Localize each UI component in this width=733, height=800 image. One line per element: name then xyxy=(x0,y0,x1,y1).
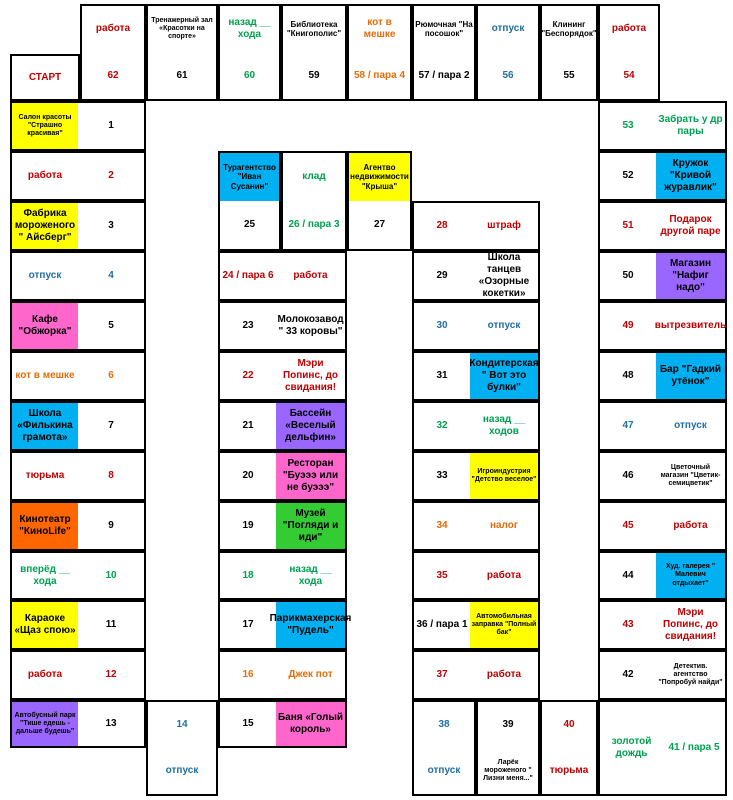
cell-33[interactable] xyxy=(412,451,540,501)
cell-label: штраф xyxy=(487,220,521,232)
cell-label: работа xyxy=(95,23,131,35)
cell-38[interactable] xyxy=(412,700,476,796)
cell-label: Библиотека "Книгополис" xyxy=(286,19,342,39)
cell-number: 22 xyxy=(242,370,254,382)
cell-label: Караоке «Щаз спою» xyxy=(12,602,78,648)
cell-30[interactable] xyxy=(412,301,540,351)
cell-number: 24 / пара 6 xyxy=(222,270,274,282)
cell-11[interactable] xyxy=(10,600,146,650)
cell-label: Кинотеатр "КиноLife" xyxy=(12,503,78,549)
cell-15[interactable] xyxy=(218,700,347,748)
cell-label: работа xyxy=(611,23,647,35)
cell-label: Худ. галерея " Малевич отдыхает" xyxy=(656,553,725,598)
cell-number: 14 xyxy=(176,719,188,731)
cell-20[interactable] xyxy=(218,451,347,501)
cell-number: 52 xyxy=(622,170,634,182)
cell-label: назад __ хода xyxy=(228,17,271,41)
cell-37[interactable] xyxy=(412,650,540,700)
cell-51[interactable] xyxy=(598,201,727,251)
cell-label: назад __ хода xyxy=(289,563,332,587)
cell-number: 36 / пара 1 xyxy=(416,619,468,631)
cell-44[interactable] xyxy=(598,551,727,600)
cell-number: 58 / пара 4 xyxy=(353,69,406,81)
cell-number: 19 xyxy=(242,520,254,532)
cell-number: 37 xyxy=(436,669,448,681)
cell-52[interactable] xyxy=(598,151,727,201)
cell-28[interactable] xyxy=(412,201,540,251)
cell-label: Джек пот xyxy=(288,669,333,681)
cell-label: Кондитерская " Вот это булки" xyxy=(470,353,538,399)
cell-49[interactable] xyxy=(598,301,727,351)
cell-number: 9 xyxy=(108,520,114,532)
cell-number: 41 / пара 5 xyxy=(668,742,720,754)
cell-number: 23 xyxy=(242,320,254,332)
cell-label: Детектив. агентство "Попробуй найди" xyxy=(658,662,723,687)
cell-number: 34 xyxy=(436,520,448,532)
cell-2[interactable] xyxy=(10,151,146,201)
cell-label: Магазин "Нафиг надо" xyxy=(656,253,725,299)
cell-label: Ресторан "Буэээ или не буэээ" xyxy=(276,453,345,499)
cell-label: Рюмочная "На посошок" xyxy=(415,19,473,39)
cell-number: 46 xyxy=(622,470,634,482)
cell-label: Тренажерный зал «Красотки на спорте» xyxy=(151,16,213,41)
cell-label: Баня «Голый король» xyxy=(276,702,345,746)
cell-number: 20 xyxy=(242,470,254,482)
cell-label: работа xyxy=(673,520,708,532)
cell-label: Автомобильная заправка "Полный бак" xyxy=(470,602,538,648)
cell-number: 32 xyxy=(436,420,448,432)
cell-56[interactable] xyxy=(476,4,540,101)
cell-label: отпуск xyxy=(28,270,62,282)
cell-number: 18 xyxy=(242,569,254,581)
cell-number: 11 xyxy=(105,619,117,631)
cell-label: тюрьма xyxy=(25,470,65,482)
cell-16[interactable] xyxy=(218,650,347,700)
cell-label: Школа танцев «Озорные кокетки» xyxy=(478,252,530,299)
cell-18[interactable] xyxy=(218,551,347,600)
cell-22[interactable] xyxy=(218,351,347,401)
cell-number: 47 xyxy=(622,420,634,432)
cell-label: работа xyxy=(27,669,63,681)
cell-47[interactable] xyxy=(598,401,727,451)
cell-number: 1 xyxy=(108,120,114,132)
cell-label: тюрьма xyxy=(549,765,589,777)
cell-label: налог xyxy=(489,520,519,532)
cell-40[interactable] xyxy=(540,700,598,796)
cell-label: работа xyxy=(486,569,522,581)
cell-label: Агентво недвижимости "Крыша" xyxy=(349,153,410,201)
cell-35[interactable] xyxy=(412,551,540,600)
cell-label: Молокозавод " 33 коровы" xyxy=(277,314,344,337)
cell-55[interactable] xyxy=(540,4,598,101)
cell-label: Автобусный парк "Тише едешь - дальше будешь" xyxy=(12,702,78,746)
cell-label: Мэри Попинс, до свидания! xyxy=(282,358,339,393)
cell-number: 12 xyxy=(105,669,117,681)
cell-8[interactable] xyxy=(10,451,146,501)
cell-9[interactable] xyxy=(10,501,146,551)
cell-46[interactable] xyxy=(598,451,727,501)
cell-number: 16 xyxy=(242,669,254,681)
cell-39[interactable] xyxy=(476,700,540,796)
cell-label: Игроиндустрия "Детство веселое" xyxy=(470,453,538,499)
cell-45[interactable] xyxy=(598,501,727,551)
cell-label: Кафе "Обжорка" xyxy=(12,303,78,349)
cell-label: Турагентство "Иван Сусанин" xyxy=(220,153,279,201)
cell-label: работа xyxy=(27,170,63,182)
cell-24[interactable] xyxy=(218,251,347,301)
cell-number: 54 xyxy=(623,69,635,81)
cell-label: Цветочный магазин "Цветик-семицветик" xyxy=(660,463,721,488)
cell-number: 50 xyxy=(622,270,634,282)
cell-number: 62 xyxy=(107,69,119,81)
cell-number: 44 xyxy=(622,569,634,581)
cell-number: 10 xyxy=(105,569,117,581)
cell-label: Подарок другой паре xyxy=(660,214,721,237)
cell-number: 15 xyxy=(242,718,254,730)
cell-57[interactable] xyxy=(412,4,476,101)
cell-number: 6 xyxy=(108,370,114,382)
cell-label: Парикмахерская "Пудель" xyxy=(276,602,345,648)
cell-number: 43 xyxy=(622,619,634,631)
cell-number: 26 / пара 3 xyxy=(288,219,340,231)
cell-number: 3 xyxy=(108,220,114,232)
cell-54[interactable] xyxy=(598,4,660,101)
cell-31[interactable] xyxy=(412,351,540,401)
cell-number: 49 xyxy=(622,320,634,332)
cell-number: 35 xyxy=(436,569,448,581)
cell-label: кот в мешке xyxy=(15,370,75,382)
cell-23[interactable] xyxy=(218,301,347,351)
cell-60[interactable] xyxy=(218,4,281,101)
cell-34[interactable] xyxy=(412,501,540,551)
cell-number: 28 xyxy=(436,220,448,232)
cell-17[interactable] xyxy=(218,600,352,650)
cell-number: 56 xyxy=(502,69,514,81)
cell-label: Школа «Филькина грамота» xyxy=(12,403,78,449)
cell-number: 13 xyxy=(105,718,117,730)
cell-label: отпуск xyxy=(427,765,461,777)
cell-label: Бассейн «Веселый дельфин» xyxy=(276,403,345,449)
cell-label: Мэри Попинс, до свидания! xyxy=(662,607,719,642)
cell-label: работа xyxy=(293,270,328,282)
cell-label: Кружок "Кривой журавлик" xyxy=(656,153,725,199)
cell-label: отпуск xyxy=(674,420,707,432)
cell-number: 31 xyxy=(436,370,448,382)
cell-number: 2 xyxy=(108,170,114,182)
cell-number: 42 xyxy=(622,669,634,681)
cell-5[interactable] xyxy=(10,301,146,351)
cell-label: Музей "Погляди и иди" xyxy=(276,503,345,549)
cell-number: 61 xyxy=(176,69,188,81)
cell-42[interactable] xyxy=(598,650,727,700)
cell-label: отпуск xyxy=(487,320,521,332)
cell-27[interactable] xyxy=(347,151,412,251)
cell-number: 48 xyxy=(622,370,634,382)
cell-number: 7 xyxy=(108,420,114,432)
cell-label: отпуск xyxy=(491,23,525,35)
cell-41[interactable] xyxy=(598,700,727,796)
cell-number: 30 xyxy=(436,320,448,332)
cell-number: 27 xyxy=(373,219,386,231)
cell-21[interactable] xyxy=(218,401,347,451)
cell-50[interactable] xyxy=(598,251,727,301)
cell-number: 25 xyxy=(243,219,256,231)
cell-number: 39 xyxy=(502,719,514,731)
cell-label: золотой дождь xyxy=(611,736,652,759)
cell-number: 29 xyxy=(436,270,448,282)
cell-6[interactable] xyxy=(10,351,146,401)
cell-25[interactable] xyxy=(218,151,281,251)
cell-48[interactable] xyxy=(598,351,727,401)
cell-label: вытрезвитель xyxy=(654,320,727,332)
cell-number: 21 xyxy=(242,420,254,432)
cell-label: назад __ ходов xyxy=(482,414,526,437)
cell-1[interactable] xyxy=(10,101,146,151)
cell-number: 55 xyxy=(563,69,575,81)
cell-number: 40 xyxy=(563,719,575,731)
cell-4[interactable] xyxy=(10,251,146,301)
cell-label: отпуск xyxy=(165,765,199,777)
cell-number: 4 xyxy=(108,270,114,282)
cell-number: 53 xyxy=(622,120,634,132)
cell-number: 5 xyxy=(108,320,114,332)
cell-label: Салон красоты "Страшно красивая" xyxy=(12,103,78,149)
cell-number: 45 xyxy=(622,520,634,532)
cell-number: 57 / пара 2 xyxy=(418,69,470,81)
cell-label: Бар "Гадкий утёнок" xyxy=(656,353,725,399)
cell-label: вперёд __ хода xyxy=(20,563,70,587)
cell-label: Ларёк мороженого " Лизни меня..." xyxy=(483,758,533,783)
cell-26[interactable] xyxy=(281,151,347,251)
cell-number: 8 xyxy=(108,470,114,482)
cell-3[interactable] xyxy=(10,201,146,251)
cell-59[interactable] xyxy=(281,4,347,101)
cell-61[interactable] xyxy=(146,4,218,101)
cell-number: 59 xyxy=(308,69,320,81)
cell-7[interactable] xyxy=(10,401,146,451)
cell-label: Забрать у др пары xyxy=(658,114,723,137)
cell-label: работа xyxy=(486,669,522,681)
cell-number: 33 xyxy=(436,470,448,482)
cell-number: 60 xyxy=(243,69,256,81)
cell-label: Фабрика мороженого " Айсберг" xyxy=(12,203,78,249)
cell-10[interactable] xyxy=(10,551,146,600)
cell-14[interactable] xyxy=(146,700,218,796)
cell-19[interactable] xyxy=(218,501,347,551)
cell-label: кот в мешке xyxy=(363,17,396,41)
cell-label: Клининг "Беспорядок" xyxy=(541,19,597,39)
cell-53[interactable] xyxy=(598,101,727,151)
cell-number: 51 xyxy=(622,220,634,232)
cell-number: 17 xyxy=(242,619,254,631)
cell-label: клад xyxy=(302,171,326,183)
cell-12[interactable] xyxy=(10,650,146,700)
cell-start[interactable] xyxy=(10,54,80,101)
cell-number: 38 xyxy=(438,719,450,731)
cell-58[interactable] xyxy=(347,4,412,101)
cell-32[interactable] xyxy=(412,401,540,451)
start-label: СТАРТ xyxy=(28,71,62,83)
cell-13[interactable] xyxy=(10,700,146,748)
cell-43[interactable] xyxy=(598,600,727,650)
cell-36[interactable] xyxy=(412,600,540,650)
cell-29[interactable] xyxy=(412,251,540,301)
cell-62[interactable] xyxy=(80,4,146,101)
